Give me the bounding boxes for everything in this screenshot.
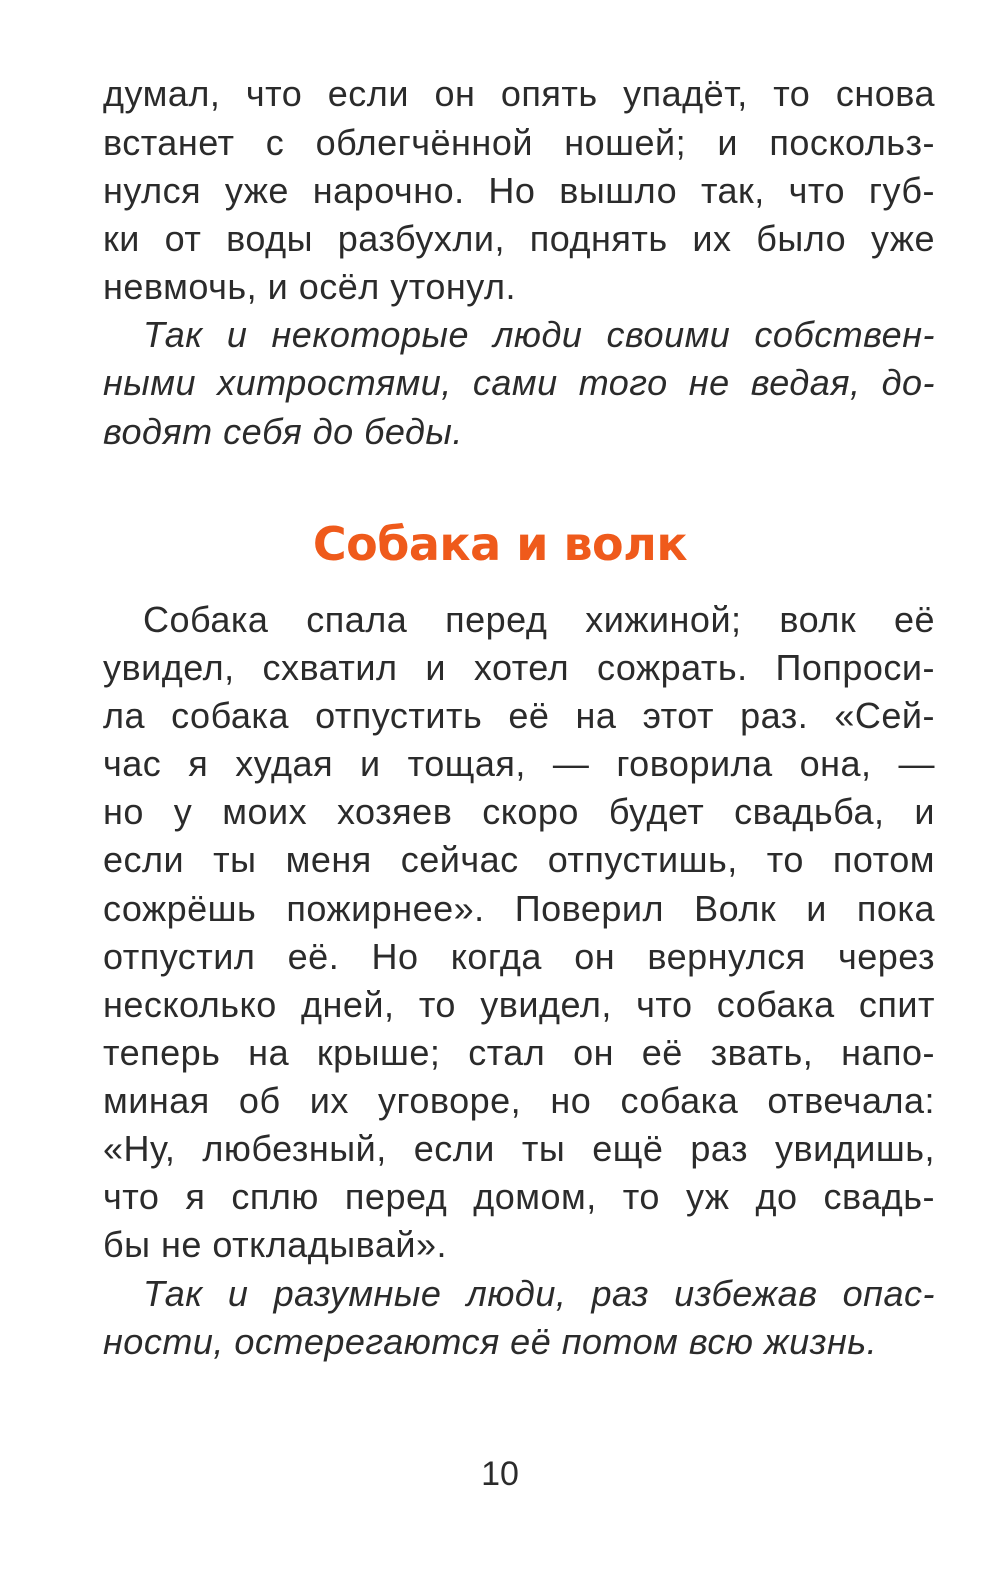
text-line: отпустил её. Но когда он вернулся через <box>103 936 935 977</box>
text-line: теперь на крыше; стал он её звать, напо- <box>103 1032 935 1073</box>
text-line: ла собака отпустить её на этот раз. «Сей- <box>103 695 935 736</box>
text-line: Собака спала перед хижиной; волк её <box>143 599 935 640</box>
text-line: бы не откладывай». <box>103 1224 448 1265</box>
text-line: думал, что если он опять упадёт, то снова <box>103 73 935 114</box>
moral-line: ными хитростями, сами того не ведая, до- <box>103 362 935 403</box>
text-line: невмочь, и осёл утонул. <box>103 266 516 307</box>
text-line: что я сплю перед домом, то уж до свадь- <box>103 1176 935 1217</box>
moral-line: Так и некоторые люди своими собствен- <box>143 314 935 355</box>
moral-line: ности, остерегаются её потом всю жизнь. <box>103 1321 878 1362</box>
text-line: несколько дней, то увидел, что собака спит <box>103 984 935 1025</box>
text-line: ки от воды разбухли, поднять их было уже <box>103 218 935 259</box>
text-line: если ты меня сейчас отпустишь, то потом <box>103 839 935 880</box>
text-line: час я худая и тощая, — говорила она, — <box>103 743 935 784</box>
moral-line: Так и разумные люди, раз избежав опас- <box>143 1273 935 1314</box>
text-line: но у моих хозяев скоро будет свадьба, и <box>103 791 935 832</box>
text-line: «Ну, любезный, если ты ещё раз увидишь, <box>103 1128 935 1169</box>
fable-title: Собака и волк <box>312 517 688 571</box>
text-line: сожрёшь пожирнее». Поверил Волк и пока <box>103 888 935 929</box>
moral-line: водят себя до беды. <box>103 411 463 452</box>
text-line: миная об их уговоре, но собака отвечала: <box>103 1080 935 1121</box>
text-line: нулся уже нарочно. Но вышло так, что губ- <box>103 170 935 211</box>
text-line: встанет с облегчённой ношей; и поскольз- <box>103 122 935 163</box>
text-line: увидел, схватил и хотел сожрать. Попроси- <box>103 647 935 688</box>
page-number: 10 <box>481 1455 519 1493</box>
